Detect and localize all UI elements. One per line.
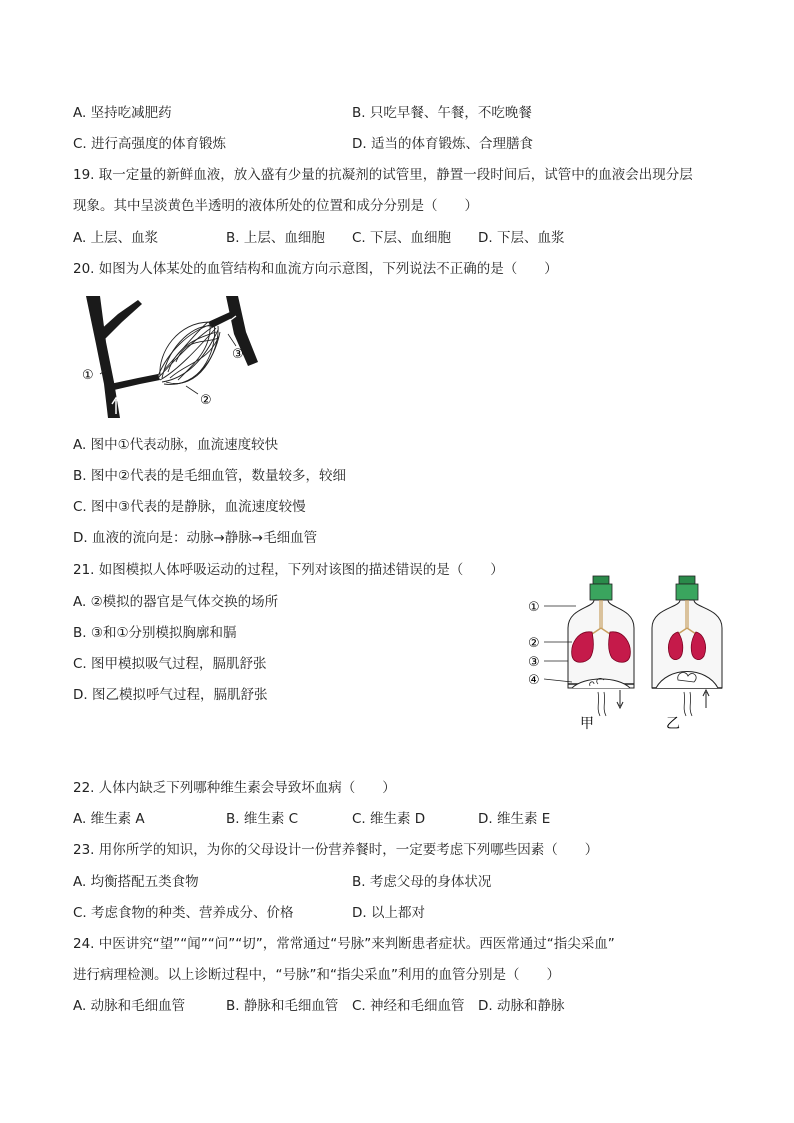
q21-fig-caption-yi: 乙: [666, 716, 680, 732]
q21-fig-label-3: ③: [528, 655, 540, 670]
q24-option-c: C. 神经和毛细血管: [352, 998, 465, 1014]
q21-jar-yi: [652, 576, 722, 716]
q21-fig-label-4: ④: [528, 673, 540, 688]
q23-option-d: D. 以上都对: [352, 905, 425, 921]
q19-stem-line2: 现象。其中呈淡黄色半透明的液体所处的位置和成分分别是（ ）: [73, 198, 478, 214]
q18-option-c: C. 进行高强度的体育锻炼: [73, 136, 227, 152]
q21-fig-label-1: ①: [528, 600, 540, 615]
q24-option-b: B. 静脉和毛细血管: [226, 998, 339, 1014]
q21-option-a: A. ②模拟的器官是气体交换的场所: [73, 594, 279, 610]
q20-option-a: A. 图中①代表动脉，血流速度较快: [73, 437, 279, 453]
q23-option-b: B. 考虑父母的身体状况: [352, 874, 492, 890]
q18-option-a: A. 坚持吃减肥药: [73, 105, 172, 121]
q21-fig-caption-jia: 甲: [580, 716, 594, 732]
q21-jar-jia: [568, 576, 634, 716]
q24-option-a: A. 动脉和毛细血管: [73, 998, 186, 1014]
q21-option-c: C. 图甲模拟吸气过程，膈肌舒张: [73, 656, 267, 672]
q23-option-c: C. 考虑食物的种类、营养成分、价格: [73, 905, 294, 921]
q20-stem: 20. 如图为人体某处的血管结构和血流方向示意图，下列说法不正确的是（ ）: [73, 261, 558, 277]
q22-option-a: A. 维生素 A: [73, 811, 145, 827]
q21-stem: 21. 如图模拟人体呼吸运动的过程，下列对该图的描述错误的是（ ）: [73, 562, 504, 578]
q19-option-d: D. 下层、血浆: [478, 230, 565, 246]
q22-stem: 22. 人体内缺乏下列哪种维生素会导致坏血病（ ）: [73, 780, 396, 796]
q24-stem-line1: 24. 中医讲究“望”“闻”“问”“切”，常常通过“号脉”来判断患者症状。西医常通过“指尖采血”: [73, 936, 615, 952]
q20-option-b: B. 图中②代表的是毛细血管，数量较多，较细: [73, 468, 346, 484]
q18-option-d: D. 适当的体育锻炼、合理膳食: [352, 136, 533, 152]
q20-fig-label-3: ③: [232, 347, 244, 362]
q21-fig-label-2: ②: [528, 636, 540, 651]
q19-stem-line1: 19. 取一定量的新鲜血液，放入盛有少量的抗凝剂的试管里，静置一段时间后，试管中的血液会出现分层: [73, 167, 693, 183]
q23-option-a: A. 均衡搭配五类食物: [73, 874, 199, 890]
q20-option-c: C. 图中③代表的是静脉，血流速度较慢: [73, 499, 306, 515]
q22-option-b: B. 维生素 C: [226, 811, 299, 827]
q19-option-c: C. 下层、血细胞: [352, 230, 452, 246]
q20-fig-label-1: ①: [82, 368, 94, 383]
q22-option-c: C. 维生素 D: [352, 811, 426, 827]
q20-fig-label-2: ②: [200, 393, 212, 408]
q23-stem: 23. 用你所学的知识，为你的父母设计一份营养餐时，一定要考虑下列哪些因素（ ）: [73, 842, 599, 858]
q22-option-d: D. 维生素 E: [478, 811, 551, 827]
q18-option-b: B. 只吃早餐、午餐，不吃晚餐: [352, 105, 532, 121]
q24-option-d: D. 动脉和静脉: [478, 998, 565, 1014]
q19-option-a: A. 上层、血浆: [73, 230, 159, 246]
q19-option-b: B. 上层、血细胞: [226, 230, 325, 246]
q21-option-d: D. 图乙模拟呼气过程，膈肌舒张: [73, 687, 268, 703]
q24-stem-line2: 进行病理检测。以上诊断过程中，“号脉”和“指尖采血”利用的血管分别是（ ）: [73, 967, 560, 983]
q21-option-b: B. ③和①分别模拟胸廓和膈: [73, 625, 237, 641]
q21-breathing-model-figure: [528, 572, 732, 736]
q20-option-d: D. 血液的流向是：动脉→静脉→毛细血管: [73, 530, 318, 546]
q20-blood-vessel-figure: [78, 292, 278, 422]
